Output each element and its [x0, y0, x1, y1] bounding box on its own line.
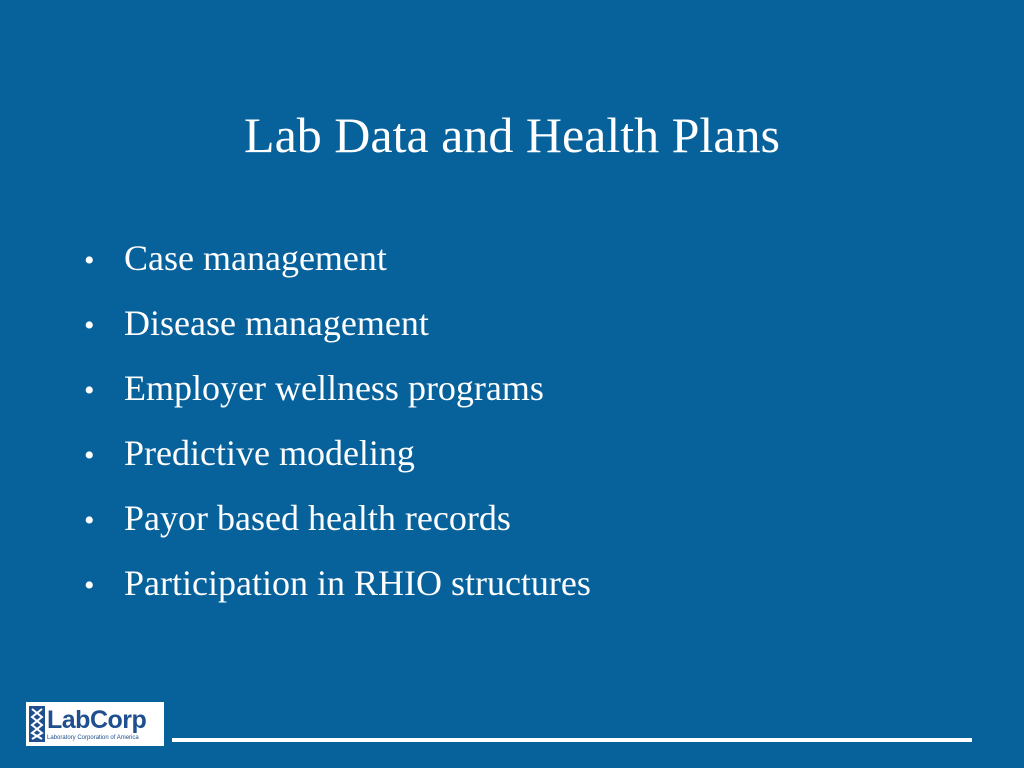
bullet-item: [84, 356, 591, 421]
bullet-list: [84, 226, 591, 616]
bullet-item: [84, 291, 591, 356]
bullet-text: Case management: [124, 238, 387, 278]
labcorp-logo: [26, 702, 164, 746]
bullet-text: Predictive modeling: [124, 433, 415, 473]
logo-text: [47, 707, 146, 742]
labcorp-dna-icon: [29, 706, 45, 742]
logo-wordmark: LabCorp: [47, 705, 147, 734]
bullet-item: [84, 226, 591, 291]
bullet-item: [84, 551, 591, 616]
bullet-icon: •: [84, 504, 95, 537]
bullet-icon: •: [84, 244, 95, 277]
bullet-text: Participation in RHIO structures: [124, 563, 591, 603]
bullet-text: Employer wellness programs: [124, 368, 544, 408]
bullet-text: Disease management: [124, 303, 429, 343]
logo-subtitle: Laboratory Corporation of America: [47, 734, 139, 741]
slide-title: Lab Data and Health Plans: [244, 107, 780, 163]
bullet-item: [84, 421, 591, 486]
bullet-text: Payor based health records: [124, 498, 511, 538]
bullet-icon: •: [84, 309, 95, 342]
bullet-icon: •: [84, 569, 95, 602]
bullet-icon: •: [84, 439, 95, 472]
bullet-item: [84, 486, 591, 551]
footer-divider: [172, 738, 972, 742]
bullet-icon: •: [84, 374, 95, 407]
